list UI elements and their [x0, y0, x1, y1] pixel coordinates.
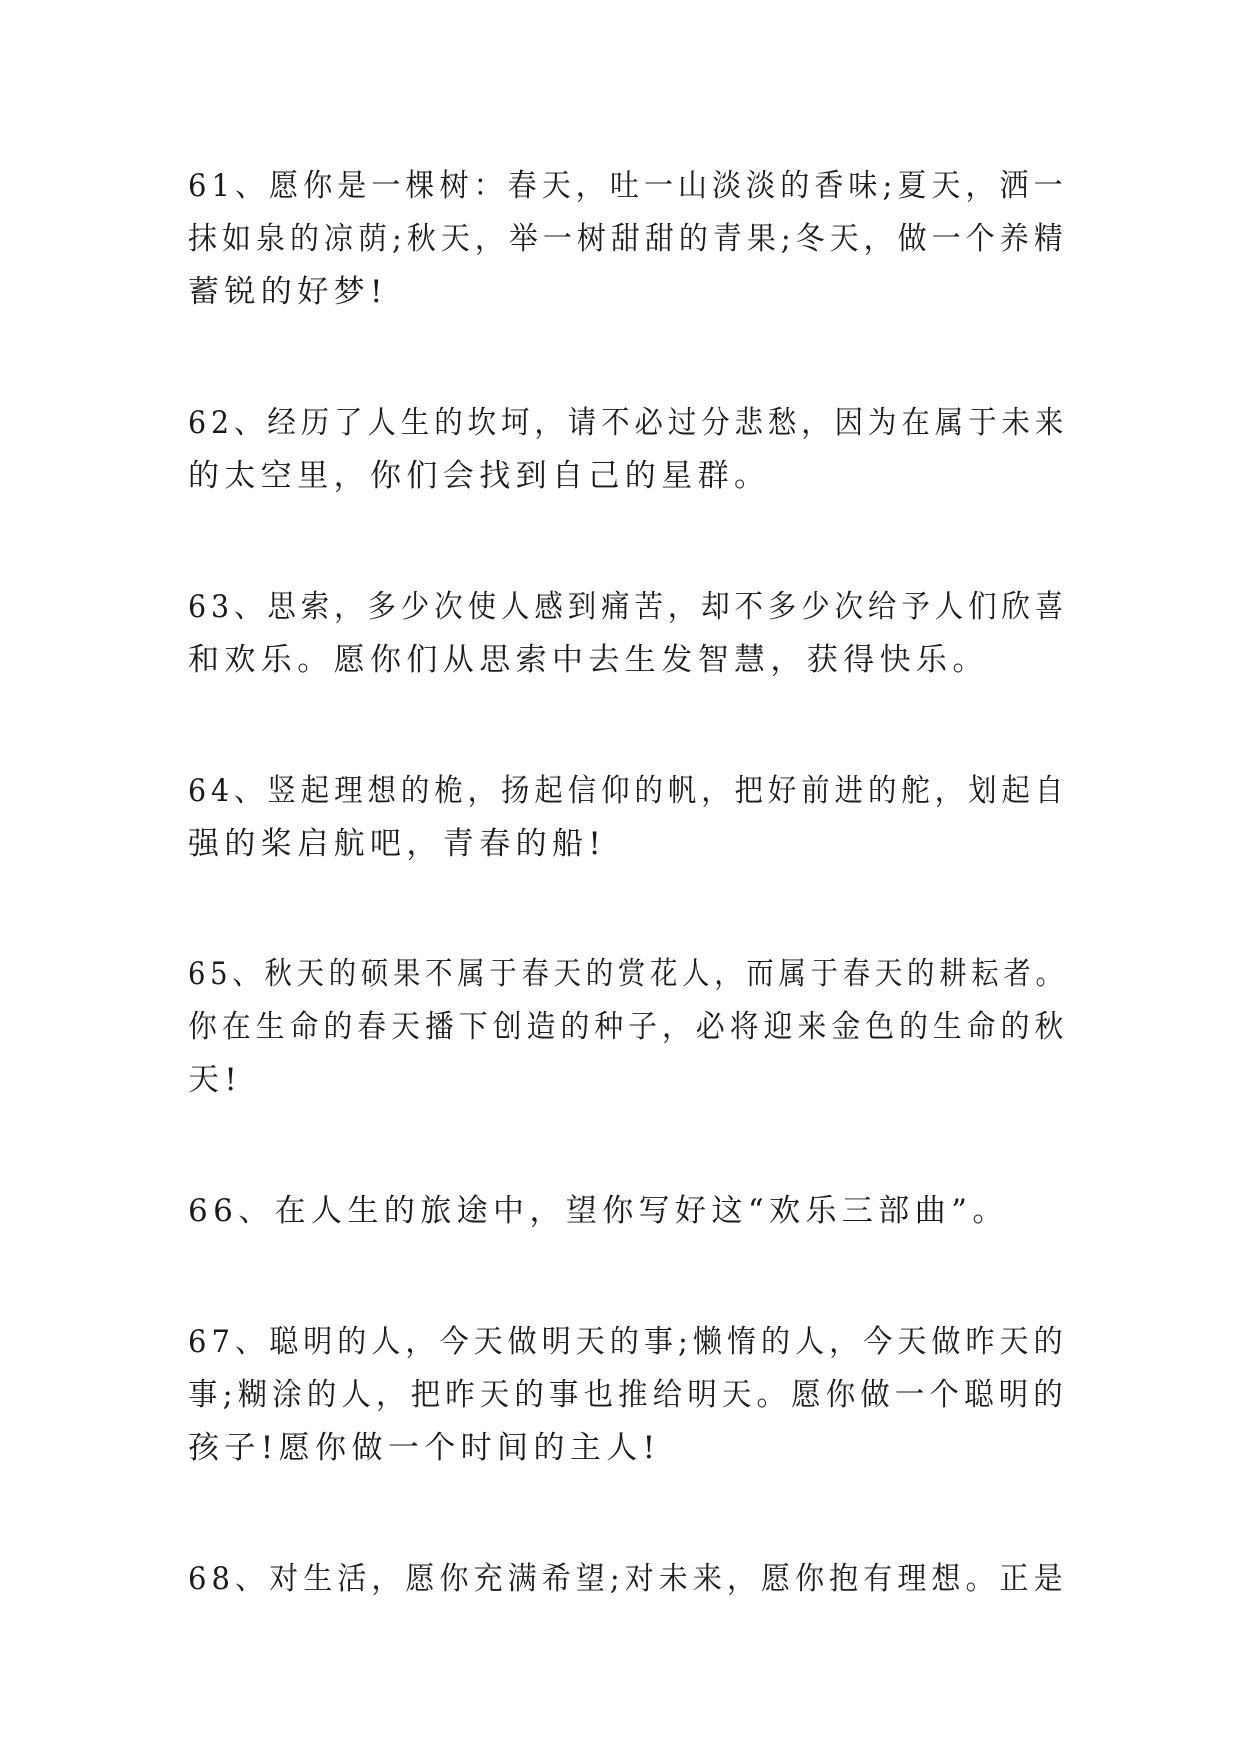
entry-64-line-2: 强的桨启航吧，青春的船!	[188, 826, 607, 862]
entry-61-line-2: 抹如泉的凉荫;秋天，举一树甜甜的青果;冬天，做一个养精	[188, 221, 1068, 257]
entry-63-line-2: 和欢乐。愿你们从思索中去生发智慧，获得快乐。	[188, 642, 989, 678]
entry-63-line-1: 63、思索，多少次使人感到痛苦，却不多少次给予人们欣喜	[188, 589, 1069, 625]
entry-65-line-1: 65、秋天的硕果不属于春天的赏花人，而属于春天的耕耘者。	[188, 956, 1068, 992]
entry-62-line-1: 62、经历了人生的坎坷，请不必过分悲愁，因为在属于未来	[188, 405, 1069, 441]
entry-67-line-3: 孩子!愿你做一个时间的主人!	[188, 1430, 661, 1466]
entry-65-line-3: 天!	[188, 1062, 243, 1098]
entry-66-line-1: 66、在人生的旅途中，望你写好这“欢乐三部曲”。	[188, 1193, 1009, 1229]
entry-67-line-2: 事;糊涂的人，把昨天的事也推给明天。愿你做一个聪明的	[188, 1377, 1068, 1413]
entry-61-line-1: 61、愿你是一棵树：春天，吐一山淡淡的香味;夏天，洒一	[188, 168, 1068, 204]
entry-68-line-1: 68、对生活，愿你充满希望;对未来，愿你抱有理想。正是	[188, 1561, 1068, 1597]
entry-62-line-2: 的太空里，你们会找到自己的星群。	[188, 458, 771, 494]
entry-65-line-2: 你在生命的春天播下创造的种子，必将迎来金色的生命的秋	[188, 1009, 1069, 1045]
entry-64-line-1: 64、竖起理想的桅，扬起信仰的帆，把好前进的舵，划起自	[188, 773, 1069, 809]
entry-67-line-1: 67、聪明的人，今天做明天的事;懒惰的人，今天做昨天的	[188, 1324, 1068, 1360]
entry-61-line-3: 蓄锐的好梦!	[188, 274, 388, 310]
